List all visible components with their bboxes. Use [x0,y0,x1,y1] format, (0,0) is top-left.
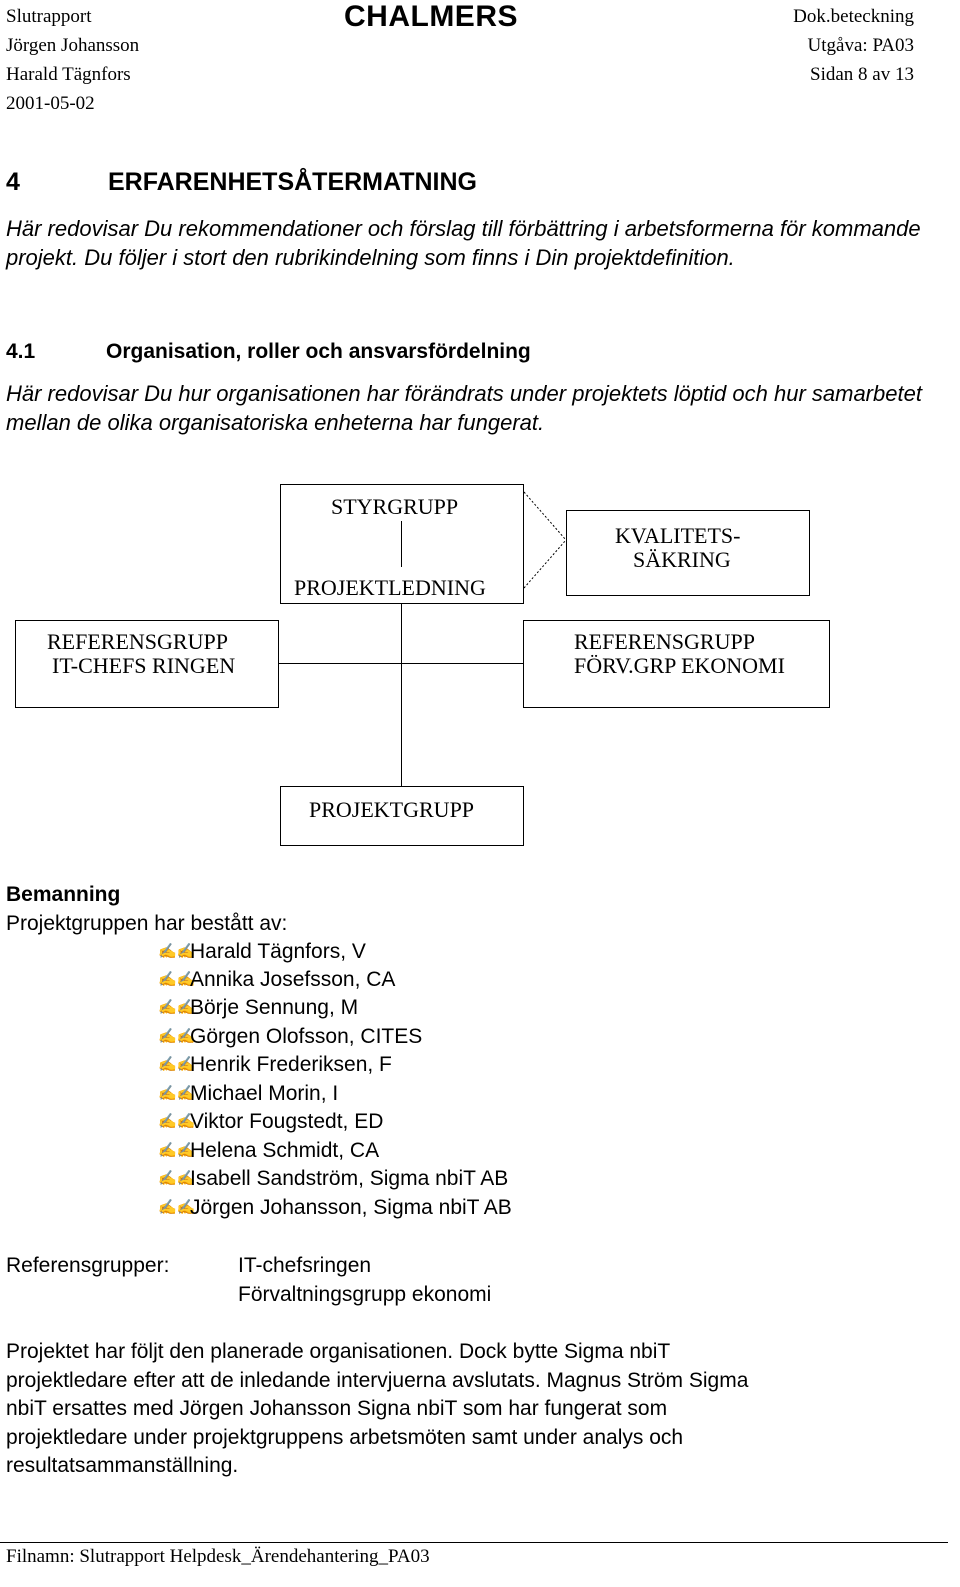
writing-hand-icon: ✍✍ [158,1085,196,1102]
closing-line: resultatsammanställning. [6,1454,239,1477]
closing-line: projektledare efter att de inledande intervjuerna avslutats. Magnus Ström Sigma [6,1369,749,1392]
styrgrupp-label: STYRGRUPP [331,494,459,519]
header-report-type: Slutrapport [6,6,92,27]
kvalitet-label-2: SÄKRING [633,547,731,572]
writing-hand-icon: ✍✍ [158,1028,196,1045]
footer-divider [0,1542,948,1543]
projektledning-label: PROJEKTLEDNING [294,575,486,600]
main-vertical-line [401,604,402,786]
subsection-title: Organisation, roller och ansvarsfördelning [106,340,531,363]
section-title: ERFARENHETSÅTERMATNING [108,168,477,196]
list-item: ✍✍Helena Schmidt, CA [158,1137,379,1165]
list-item: ✍✍Annika Josefsson, CA [158,966,395,994]
section-intro: Här redovisar Du rekommendationer och förslag till förbättring i arbetsformerna för kommande projekt. Du följer i stort den rubrikindelning som finns i Din projektdefinition. [6,216,921,270]
closing-line: Projektet har följt den planerade organisationen. Dock bytte Sigma nbiT [6,1340,671,1363]
referensgrupp-it-box [15,620,279,708]
writing-hand-icon: ✍✍ [158,1142,196,1159]
reference-groups-label: Referensgrupper: [6,1254,170,1277]
list-item: ✍✍Henrik Frederiksen, F [158,1051,392,1079]
ref-horizontal-line [279,663,523,664]
writing-hand-icon: ✍✍ [158,1056,196,1073]
styrgrupp-box [280,484,524,604]
ref-it-label-1: REFERENSGRUPP [47,629,228,654]
list-item: ✍✍Viktor Fougstedt, ED [158,1108,383,1136]
subsection-intro: Här redovisar Du hur organisationen har förändrats under projektets löptid och hur samarbetet mellan de olika organisatoriska enheterna har fungerat. [6,381,922,435]
header-edition: Utgåva: PA03 [807,35,914,56]
projektgrupp-box [280,786,524,846]
header-doc-id: Dok.beteckning [793,6,914,27]
reference-group-item: Förvaltningsgrupp ekonomi [238,1283,492,1306]
closing-line: projektledare under projektgruppens arbetsmöten samt under analys och [6,1426,684,1449]
referensgrupp-ekonomi-box [523,620,830,708]
list-item: ✍✍Isabell Sandström, Sigma nbiT AB [158,1165,508,1193]
header-author-1: Jörgen Johansson [6,35,140,56]
writing-hand-icon: ✍✍ [158,971,196,988]
subsection-heading [6,340,531,364]
chalmers-logo: CHALMERS [344,0,518,33]
writing-hand-icon: ✍✍ [158,999,196,1016]
header-author-2: Harald Tägnfors [6,64,131,85]
list-item: ✍✍Harald Tägnfors, V [158,938,366,966]
ref-ekonomi-label-2: FÖRV.GRP EKONOMI [574,653,785,678]
closing-line: nbiT ersattes med Jörgen Johansson Signa nbiT som har fungerat som [6,1397,668,1420]
staffing-heading: Bemanning [6,883,121,906]
list-item: ✍✍Jörgen Johansson, Sigma nbiT AB [158,1194,512,1222]
list-item: ✍✍Michael Morin, I [158,1080,338,1108]
list-item: ✍✍Görgen Olofsson, CITES [158,1023,422,1051]
projektgrupp-label: PROJEKTGRUPP [309,797,475,822]
staffing-intro: Projektgruppen har bestått av: [6,912,288,935]
reference-group-item: IT-chefsringen [238,1254,372,1277]
writing-hand-icon: ✍✍ [158,1199,196,1216]
footer-filename: Filnamn: Slutrapport Helpdesk_Ärendehantering_PA03 [6,1546,430,1567]
subsection-number: 4.1 [6,340,36,363]
kvalitet-label-1: KVALITETS- [615,523,741,548]
ref-it-label-2: IT-CHEFS RINGEN [52,653,236,678]
styrgrupp-inner-line [401,521,402,567]
ref-ekonomi-label-1: REFERENSGRUPP [574,629,755,654]
header-date: 2001-05-02 [6,93,95,114]
section-heading [6,168,477,197]
list-item: ✍✍Börje Sennung, M [158,994,358,1022]
writing-hand-icon: ✍✍ [158,1113,196,1130]
header-page-number: Sidan 8 av 13 [810,64,914,85]
kvalitetssakring-box [566,510,810,596]
kvalitet-connector [524,490,568,590]
writing-hand-icon: ✍✍ [158,943,196,960]
section-number: 4 [6,168,20,196]
writing-hand-icon: ✍✍ [158,1170,196,1187]
